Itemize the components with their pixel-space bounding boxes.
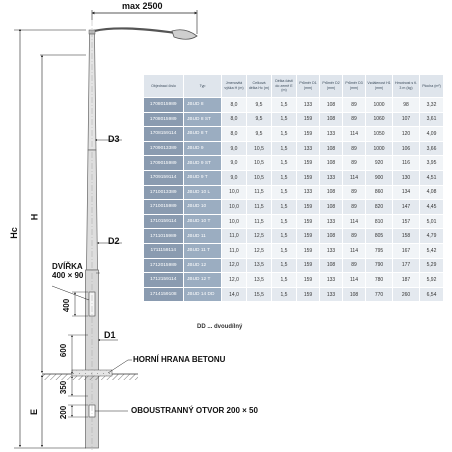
table-cell: 11,5 [247, 185, 272, 200]
table-row [144, 273, 444, 288]
type-cell: JBUD 9 ST [184, 156, 222, 171]
table-cell: 260 [393, 287, 420, 302]
table-cell: 147 [393, 200, 420, 215]
table-cell: 1050 [366, 127, 393, 142]
order-number-cell: 1710015989 [144, 200, 184, 215]
table-row [144, 229, 444, 244]
table-cell: 12,5 [247, 243, 272, 258]
table-cell: 5,42 [420, 243, 444, 258]
table-header-cell: Průměr D1 (mm) [297, 75, 320, 98]
table-row [144, 112, 444, 127]
table-header-cell: Objednací číslo [144, 75, 184, 98]
table-row [144, 200, 444, 215]
table-cell: 159 [297, 214, 320, 229]
table-cell: 1000 [366, 141, 393, 156]
table-cell: 9,0 [222, 170, 247, 185]
table-cell: 108 [320, 141, 343, 156]
table-cell: 98 [393, 98, 420, 113]
table-cell: 15,5 [247, 287, 272, 302]
table-cell: 1060 [366, 112, 393, 127]
table-cell: 159 [297, 229, 320, 244]
table-cell: 10,0 [222, 214, 247, 229]
table-cell: 167 [393, 243, 420, 258]
table-cell: 9,5 [247, 112, 272, 127]
table-cell: 108 [320, 185, 343, 200]
table-row [144, 170, 444, 185]
table-row [144, 141, 444, 156]
table-cell: 114 [343, 214, 366, 229]
table-cell: 108 [320, 156, 343, 171]
order-number-cell: 1714159108 [144, 287, 184, 302]
door-title-label: DVÍŘKA [52, 262, 83, 271]
table-cell: 4,09 [420, 127, 444, 142]
order-number-cell: 1708015989 [144, 98, 184, 113]
type-cell: JBUD 14 DD [184, 287, 222, 302]
order-number-cell: 1709013389 [144, 141, 184, 156]
table-cell: 133 [320, 273, 343, 288]
table-cell: 5,29 [420, 258, 444, 273]
table-cell: 1,5 [272, 156, 297, 171]
d1-label: D1 [104, 330, 116, 340]
table-cell: 9,5 [247, 127, 272, 142]
table-header-cell: Průměr D3 (mm) [343, 75, 366, 98]
d3-label: D3 [108, 134, 120, 144]
table-cell: 8,0 [222, 112, 247, 127]
height-dimensions [14, 30, 86, 448]
table-cell: 10,5 [247, 170, 272, 185]
order-number-cell: 1712159114 [144, 273, 184, 288]
table-cell: 159 [297, 170, 320, 185]
table-header-cell: Typ [184, 75, 222, 98]
d2-label: D2 [108, 236, 120, 246]
type-cell: JBUD 8 T [184, 127, 222, 142]
dim-400-label: 400 [62, 298, 72, 313]
table-cell: 1,5 [272, 258, 297, 273]
type-cell: JBUD 11 T [184, 243, 222, 258]
type-cell: JBUD 10 T [184, 214, 222, 229]
e-label: E [29, 408, 40, 416]
concrete-edge-label: HORNÍ HRANA BETONU [133, 355, 226, 364]
table-cell: 770 [366, 287, 393, 302]
table-cell: 11,5 [247, 214, 272, 229]
type-cell: JBUD 10 [184, 200, 222, 215]
dim-600-label: 600 [59, 343, 69, 358]
table-cell: 89 [343, 200, 366, 215]
table-cell: 133 [297, 98, 320, 113]
table-cell: 1,5 [272, 214, 297, 229]
table-cell: 1,5 [272, 141, 297, 156]
table-cell: 4,45 [420, 200, 444, 215]
table-cell: 107 [393, 112, 420, 127]
table-cell: 159 [297, 156, 320, 171]
table-header-cell: Vzdálenost H1 (mm) [366, 75, 393, 98]
table-cell: 6,54 [420, 287, 444, 302]
table-cell: 1,5 [272, 170, 297, 185]
door-size-label: 400 × 90 [52, 271, 84, 280]
table-cell: 4,51 [420, 170, 444, 185]
table-cell: 1,5 [272, 243, 297, 258]
table-body [144, 98, 444, 302]
table-cell: 159 [297, 258, 320, 273]
table-cell: 89 [343, 141, 366, 156]
table-cell: 159 [297, 112, 320, 127]
table-cell: 133 [297, 141, 320, 156]
table-header-row [144, 75, 444, 98]
table-cell: 9,0 [222, 156, 247, 171]
table-cell: 12,0 [222, 258, 247, 273]
dim-350-label: 350 [59, 380, 69, 395]
table-header-cell: Plocha (m²) [420, 75, 444, 98]
table-cell: 89 [343, 98, 366, 113]
max-reach-label: max 2500 [122, 1, 163, 11]
table-cell: 133 [320, 243, 343, 258]
table-header-cell: Jmenovitá výška H (m) [222, 75, 247, 98]
table-cell: 14,0 [222, 287, 247, 302]
table-cell: 114 [343, 170, 366, 185]
table-row [144, 185, 444, 200]
table-cell: 133 [297, 185, 320, 200]
table-cell: 106 [393, 141, 420, 156]
table-cell: 177 [393, 258, 420, 273]
order-number-cell: 1708159114 [144, 127, 184, 142]
table-cell: 4,08 [420, 185, 444, 200]
table-cell: 159 [297, 127, 320, 142]
type-cell: JBUD 11 [184, 229, 222, 244]
side-opening-label: OBOUSTRANNÝ OTVOR 200 × 50 [131, 406, 258, 415]
table-cell: 133 [320, 214, 343, 229]
table-cell: 795 [366, 243, 393, 258]
table-cell: 108 [320, 112, 343, 127]
order-number-cell: 1708015989 [144, 112, 184, 127]
order-number-cell: 1711015989 [144, 229, 184, 244]
table-cell: 108 [320, 200, 343, 215]
h-label: H [29, 213, 40, 221]
table-header-cell: Hmotnost s tl. 3 m (kg) [393, 75, 420, 98]
table-cell: 89 [343, 156, 366, 171]
hc-label: Hc [8, 227, 19, 239]
table-cell: 187 [393, 273, 420, 288]
table-cell: 11,5 [247, 200, 272, 215]
table-cell: 130 [393, 170, 420, 185]
table-cell: 108 [320, 229, 343, 244]
table-cell: 860 [366, 185, 393, 200]
table-row [144, 287, 444, 302]
table-cell: 10,5 [247, 156, 272, 171]
table-row [144, 214, 444, 229]
order-number-cell: 1709015989 [144, 156, 184, 171]
table-cell: 1,5 [272, 273, 297, 288]
table-cell: 8,0 [222, 98, 247, 113]
table-cell: 11,0 [222, 229, 247, 244]
table-cell: 4,79 [420, 229, 444, 244]
table-cell: 820 [366, 200, 393, 215]
table-row [144, 127, 444, 142]
table-cell: 1,5 [272, 185, 297, 200]
table-cell: 805 [366, 229, 393, 244]
table-cell: 5,01 [420, 214, 444, 229]
table-cell: 120 [393, 127, 420, 142]
table-row [144, 258, 444, 273]
table-cell: 116 [393, 156, 420, 171]
table-cell: 108 [343, 287, 366, 302]
table-row [144, 243, 444, 258]
table-cell: 159 [297, 287, 320, 302]
ground-section [42, 370, 138, 380]
table-cell: 12,5 [247, 229, 272, 244]
table-cell: 133 [320, 127, 343, 142]
table-cell: 10,0 [222, 185, 247, 200]
order-number-cell: 1710013389 [144, 185, 184, 200]
table-header-cell: Průměr D2 (mm) [320, 75, 343, 98]
table-header-cell: Celková délka Hc (m) [247, 75, 272, 98]
table-cell: 1,5 [272, 200, 297, 215]
table-footnote: DD ... dvoudílný [197, 324, 243, 330]
table-cell: 114 [343, 243, 366, 258]
table-cell: 1,5 [272, 287, 297, 302]
table-cell: 8,0 [222, 127, 247, 142]
table-cell: 1000 [366, 98, 393, 113]
table-cell: 114 [343, 273, 366, 288]
table-cell: 159 [297, 243, 320, 258]
type-cell: JBUD 12 [184, 258, 222, 273]
table-row [144, 98, 444, 113]
table-cell: 89 [343, 229, 366, 244]
table-cell: 900 [366, 170, 393, 185]
table-cell: 133 [320, 287, 343, 302]
table-header-cell: Délka části do země E (m) [272, 75, 297, 98]
table-cell: 89 [343, 185, 366, 200]
table-cell: 1,5 [272, 112, 297, 127]
type-cell: JBUD 12 T [184, 273, 222, 288]
table-cell: 13,5 [247, 273, 272, 288]
table-cell: 114 [343, 127, 366, 142]
table-cell: 108 [320, 258, 343, 273]
table-cell: 89 [343, 112, 366, 127]
dim-200-label: 200 [59, 405, 69, 420]
table-cell: 3,66 [420, 141, 444, 156]
table-cell: 790 [366, 258, 393, 273]
table-cell: 3,32 [420, 98, 444, 113]
table-cell: 920 [366, 156, 393, 171]
type-cell: JBUD 10 L [184, 185, 222, 200]
order-number-cell: 1711159114 [144, 243, 184, 258]
table-cell: 1,5 [272, 229, 297, 244]
table-cell: 5,92 [420, 273, 444, 288]
bracket-arm [94, 28, 197, 39]
table-cell: 159 [297, 200, 320, 215]
order-number-cell: 1712015989 [144, 258, 184, 273]
table-row [144, 156, 444, 171]
table-cell: 780 [366, 273, 393, 288]
table-cell: 810 [366, 214, 393, 229]
table-cell: 1,5 [272, 98, 297, 113]
table-cell: 10,0 [222, 200, 247, 215]
table-cell: 108 [320, 98, 343, 113]
type-cell: JBUD 9 T [184, 170, 222, 185]
table-cell: 1,5 [272, 127, 297, 142]
table-cell: 11,0 [222, 243, 247, 258]
table-cell: 89 [343, 258, 366, 273]
spec-table [143, 74, 444, 302]
type-cell: JBUD 8 [184, 98, 222, 113]
table-cell: 3,95 [420, 156, 444, 171]
table-cell: 158 [393, 229, 420, 244]
type-cell: JBUD 8 ST [184, 112, 222, 127]
table-cell: 9,5 [247, 98, 272, 113]
table-cell: 3,61 [420, 112, 444, 127]
table-cell: 13,5 [247, 258, 272, 273]
table-cell: 134 [393, 185, 420, 200]
type-cell: JBUD 9 [184, 141, 222, 156]
table-cell: 133 [320, 170, 343, 185]
order-number-cell: 1709159114 [144, 170, 184, 185]
table-cell: 159 [297, 273, 320, 288]
table-cell: 157 [393, 214, 420, 229]
table-cell: 10,5 [247, 141, 272, 156]
table-cell: 9,0 [222, 141, 247, 156]
order-number-cell: 1710159114 [144, 214, 184, 229]
table-cell: 12,0 [222, 273, 247, 288]
